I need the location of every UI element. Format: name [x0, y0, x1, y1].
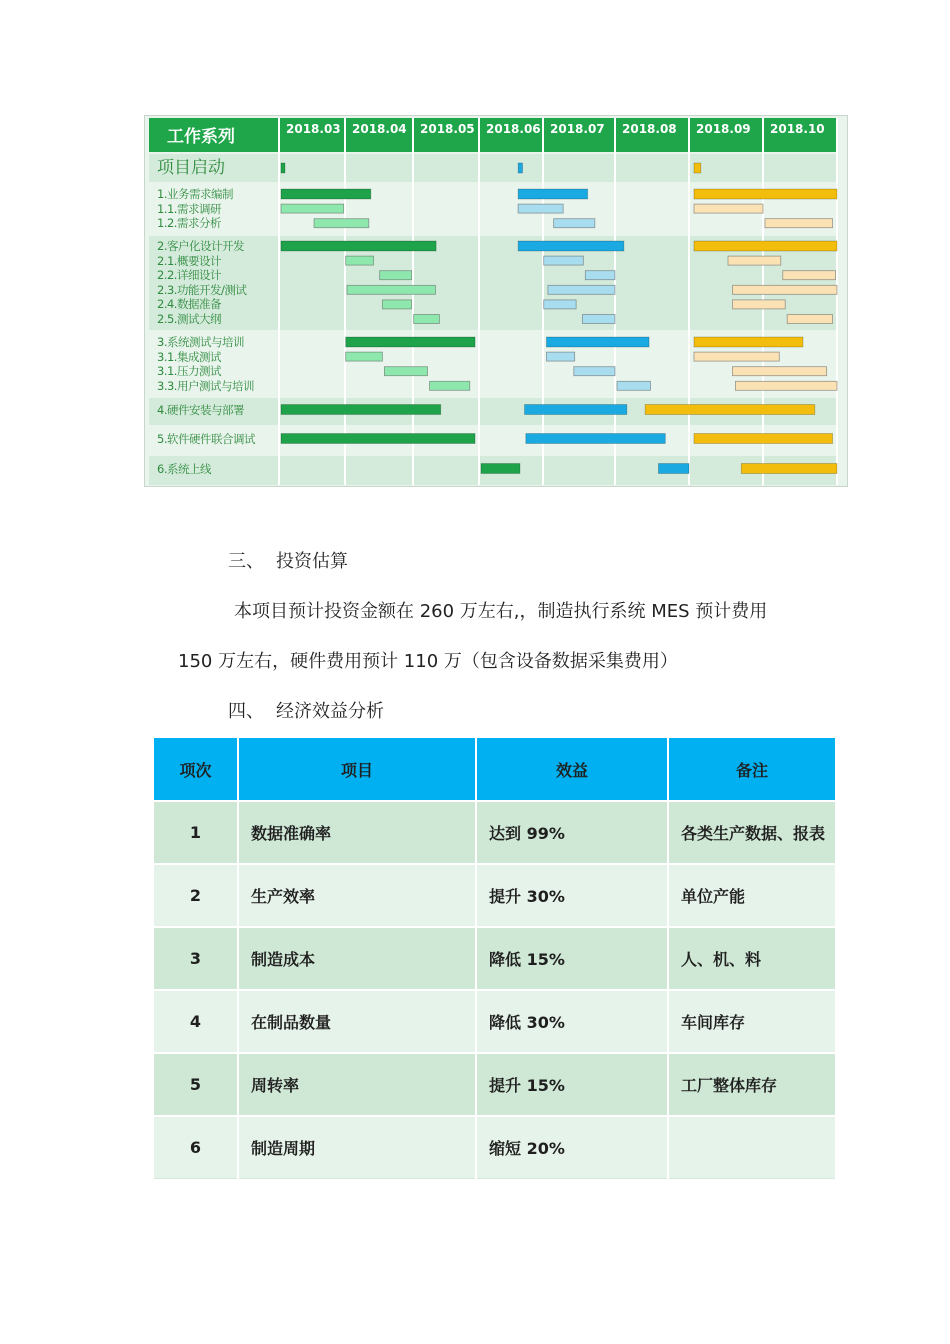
- cell-no: 3: [154, 927, 238, 990]
- gantt-bar: [281, 204, 344, 213]
- gantt-task-label: 3.1.压力测试: [157, 364, 221, 379]
- cell-remark: 工厂整体库存: [668, 1053, 835, 1116]
- cell-item: 制造成本: [238, 927, 476, 990]
- header-remark: 备注: [668, 738, 835, 801]
- table-row: [154, 1053, 835, 1116]
- table-row: [154, 801, 835, 864]
- header-benefit: 效益: [476, 738, 668, 801]
- cell-no: 1: [154, 801, 238, 864]
- gantt-task-label: 3.系统测试与培训: [157, 335, 244, 349]
- gantt-task-label: 3.3.用户测试与培训: [157, 378, 254, 393]
- gantt-bar: [658, 464, 689, 474]
- gantt-chart: [144, 115, 848, 487]
- gantt-bar: [728, 256, 781, 265]
- gantt-group-band: [149, 154, 837, 182]
- cell-benefit: 缩短 20%: [476, 1116, 668, 1179]
- gantt-bar: [382, 300, 411, 309]
- gantt-bar: [481, 464, 520, 474]
- cell-no: 2: [154, 864, 238, 927]
- gantt-task-label: 2.3.功能开发/测试: [157, 282, 247, 297]
- header-item: 项目: [238, 738, 476, 801]
- gantt-task-label: 2.5.测试大纲: [157, 312, 221, 326]
- section4-title: 经济效益分析: [276, 701, 384, 722]
- section3-paragraph-line2: 150 万左右，硬件费用预计 110 万（包含设备数据采集费用）: [178, 651, 678, 672]
- cell-benefit: 提升 15%: [476, 1053, 668, 1116]
- gantt-task-label: 1.1.需求调研: [157, 201, 221, 216]
- gantt-bar: [694, 337, 803, 347]
- gantt-bar: [732, 285, 837, 294]
- gantt-bar: [281, 434, 475, 444]
- table-row: [154, 1116, 835, 1179]
- cell-item: 生产效率: [238, 864, 476, 927]
- cell-no: 5: [154, 1053, 238, 1116]
- gantt-bar: [735, 381, 837, 390]
- gantt-task-label: 2.4.数据准备: [157, 297, 221, 312]
- gantt-bar: [380, 271, 412, 280]
- gantt-bar: [694, 241, 837, 251]
- gantt-bar: [783, 271, 836, 280]
- gantt-task-label: 5.软件硬件联合调试: [157, 431, 255, 446]
- gantt-task-label: 3.1.集成测试: [157, 349, 221, 364]
- gantt-bar: [617, 381, 651, 390]
- gantt-bar: [732, 367, 826, 376]
- gantt-bar: [585, 271, 615, 280]
- header-item-no: 项次: [154, 738, 238, 801]
- cell-no: 4: [154, 990, 238, 1053]
- cell-remark: 人、机、料: [668, 927, 835, 990]
- section3-title: 投资估算: [276, 551, 348, 572]
- gantt-task-label: 6.系统上线: [157, 461, 211, 476]
- section3-paragraph-line1: 本项目预计投资金额在 260 万左右,，制造执行系统 MES 预计费用: [234, 601, 768, 622]
- gantt-bar: [430, 381, 470, 390]
- gantt-task-label: 2.2.详细设计: [157, 268, 221, 283]
- cell-item: 周转率: [238, 1053, 476, 1116]
- section4-heading: [228, 697, 384, 723]
- gantt-bar: [741, 464, 837, 474]
- cell-item: 在制品数量: [238, 990, 476, 1053]
- gantt-month-label: 2018.09: [696, 122, 751, 136]
- cell-benefit: 提升 30%: [476, 864, 668, 927]
- gantt-month-label: 2018.07: [550, 122, 605, 136]
- gantt-month-label: 2018.04: [352, 122, 407, 136]
- gantt-bar: [787, 315, 832, 324]
- section3-heading: [228, 547, 348, 573]
- cell-benefit: 达到 99%: [476, 801, 668, 864]
- cell-item: 数据准确率: [238, 801, 476, 864]
- gantt-bar: [694, 352, 779, 361]
- gantt-task-label: 2.客户化设计开发: [157, 239, 244, 253]
- gantt-bar: [281, 405, 441, 415]
- table-row: [154, 990, 835, 1053]
- gantt-bar: [732, 300, 785, 309]
- gantt-bar: [765, 219, 833, 228]
- gantt-task-label: 1.2.需求分析: [157, 216, 221, 231]
- gantt-task-label: 1.业务需求编制: [157, 187, 233, 201]
- gantt-task-label: 2.1.概要设计: [157, 253, 221, 268]
- gantt-bar: [314, 219, 369, 228]
- gantt-bar: [346, 352, 383, 361]
- cell-benefit: 降低 15%: [476, 927, 668, 990]
- gantt-bar: [546, 337, 649, 347]
- gantt-corner-label: 工作系列: [167, 127, 235, 147]
- gantt-bar: [525, 405, 627, 415]
- gantt-bar: [414, 315, 440, 324]
- gantt-bar: [554, 219, 595, 228]
- gantt-bar: [548, 285, 615, 294]
- gantt-bar: [582, 315, 615, 324]
- table-header-row: [154, 738, 835, 801]
- gantt-bar: [694, 204, 763, 213]
- gantt-bar: [518, 204, 563, 213]
- cell-remark: 单位产能: [668, 864, 835, 927]
- cell-no: 6: [154, 1116, 238, 1179]
- gantt-month-label: 2018.03: [286, 122, 341, 136]
- gantt-bar: [544, 300, 576, 309]
- section3-number: 三、: [228, 551, 264, 572]
- gantt-bar: [518, 241, 624, 251]
- gantt-bar: [694, 434, 833, 444]
- gantt-bar: [281, 241, 436, 251]
- gantt-bar: [384, 367, 427, 376]
- table-row: [154, 927, 835, 990]
- gantt-bar: [281, 163, 285, 173]
- gantt-bar: [346, 256, 374, 265]
- gantt-bar: [694, 189, 837, 199]
- cell-remark: [668, 1116, 835, 1179]
- gantt-bar: [574, 367, 615, 376]
- cell-item: 制造周期: [238, 1116, 476, 1179]
- gantt-bar: [518, 189, 588, 199]
- gantt-bar: [346, 337, 475, 347]
- section4-number: 四、: [228, 701, 264, 722]
- gantt-bar: [526, 434, 666, 444]
- gantt-bar: [281, 189, 371, 199]
- gantt-bar: [347, 285, 435, 294]
- gantt-month-label: 2018.06: [486, 122, 541, 136]
- gantt-bar: [694, 163, 701, 173]
- gantt-month-label: 2018.10: [770, 122, 825, 136]
- cell-benefit: 降低 30%: [476, 990, 668, 1053]
- gantt-task-label: 项目启动: [157, 158, 225, 178]
- gantt-bar: [544, 256, 584, 265]
- gantt-bar: [645, 405, 815, 415]
- gantt-month-label: 2018.08: [622, 122, 677, 136]
- cell-remark: 各类生产数据、报表: [668, 801, 835, 864]
- gantt-bar: [518, 163, 522, 173]
- gantt-bar: [546, 352, 574, 361]
- benefits-table: [154, 738, 835, 1179]
- gantt-month-label: 2018.05: [420, 122, 475, 136]
- cell-remark: 车间库存: [668, 990, 835, 1053]
- gantt-task-label: 4.硬件安装与部署: [157, 402, 244, 417]
- table-row: [154, 864, 835, 927]
